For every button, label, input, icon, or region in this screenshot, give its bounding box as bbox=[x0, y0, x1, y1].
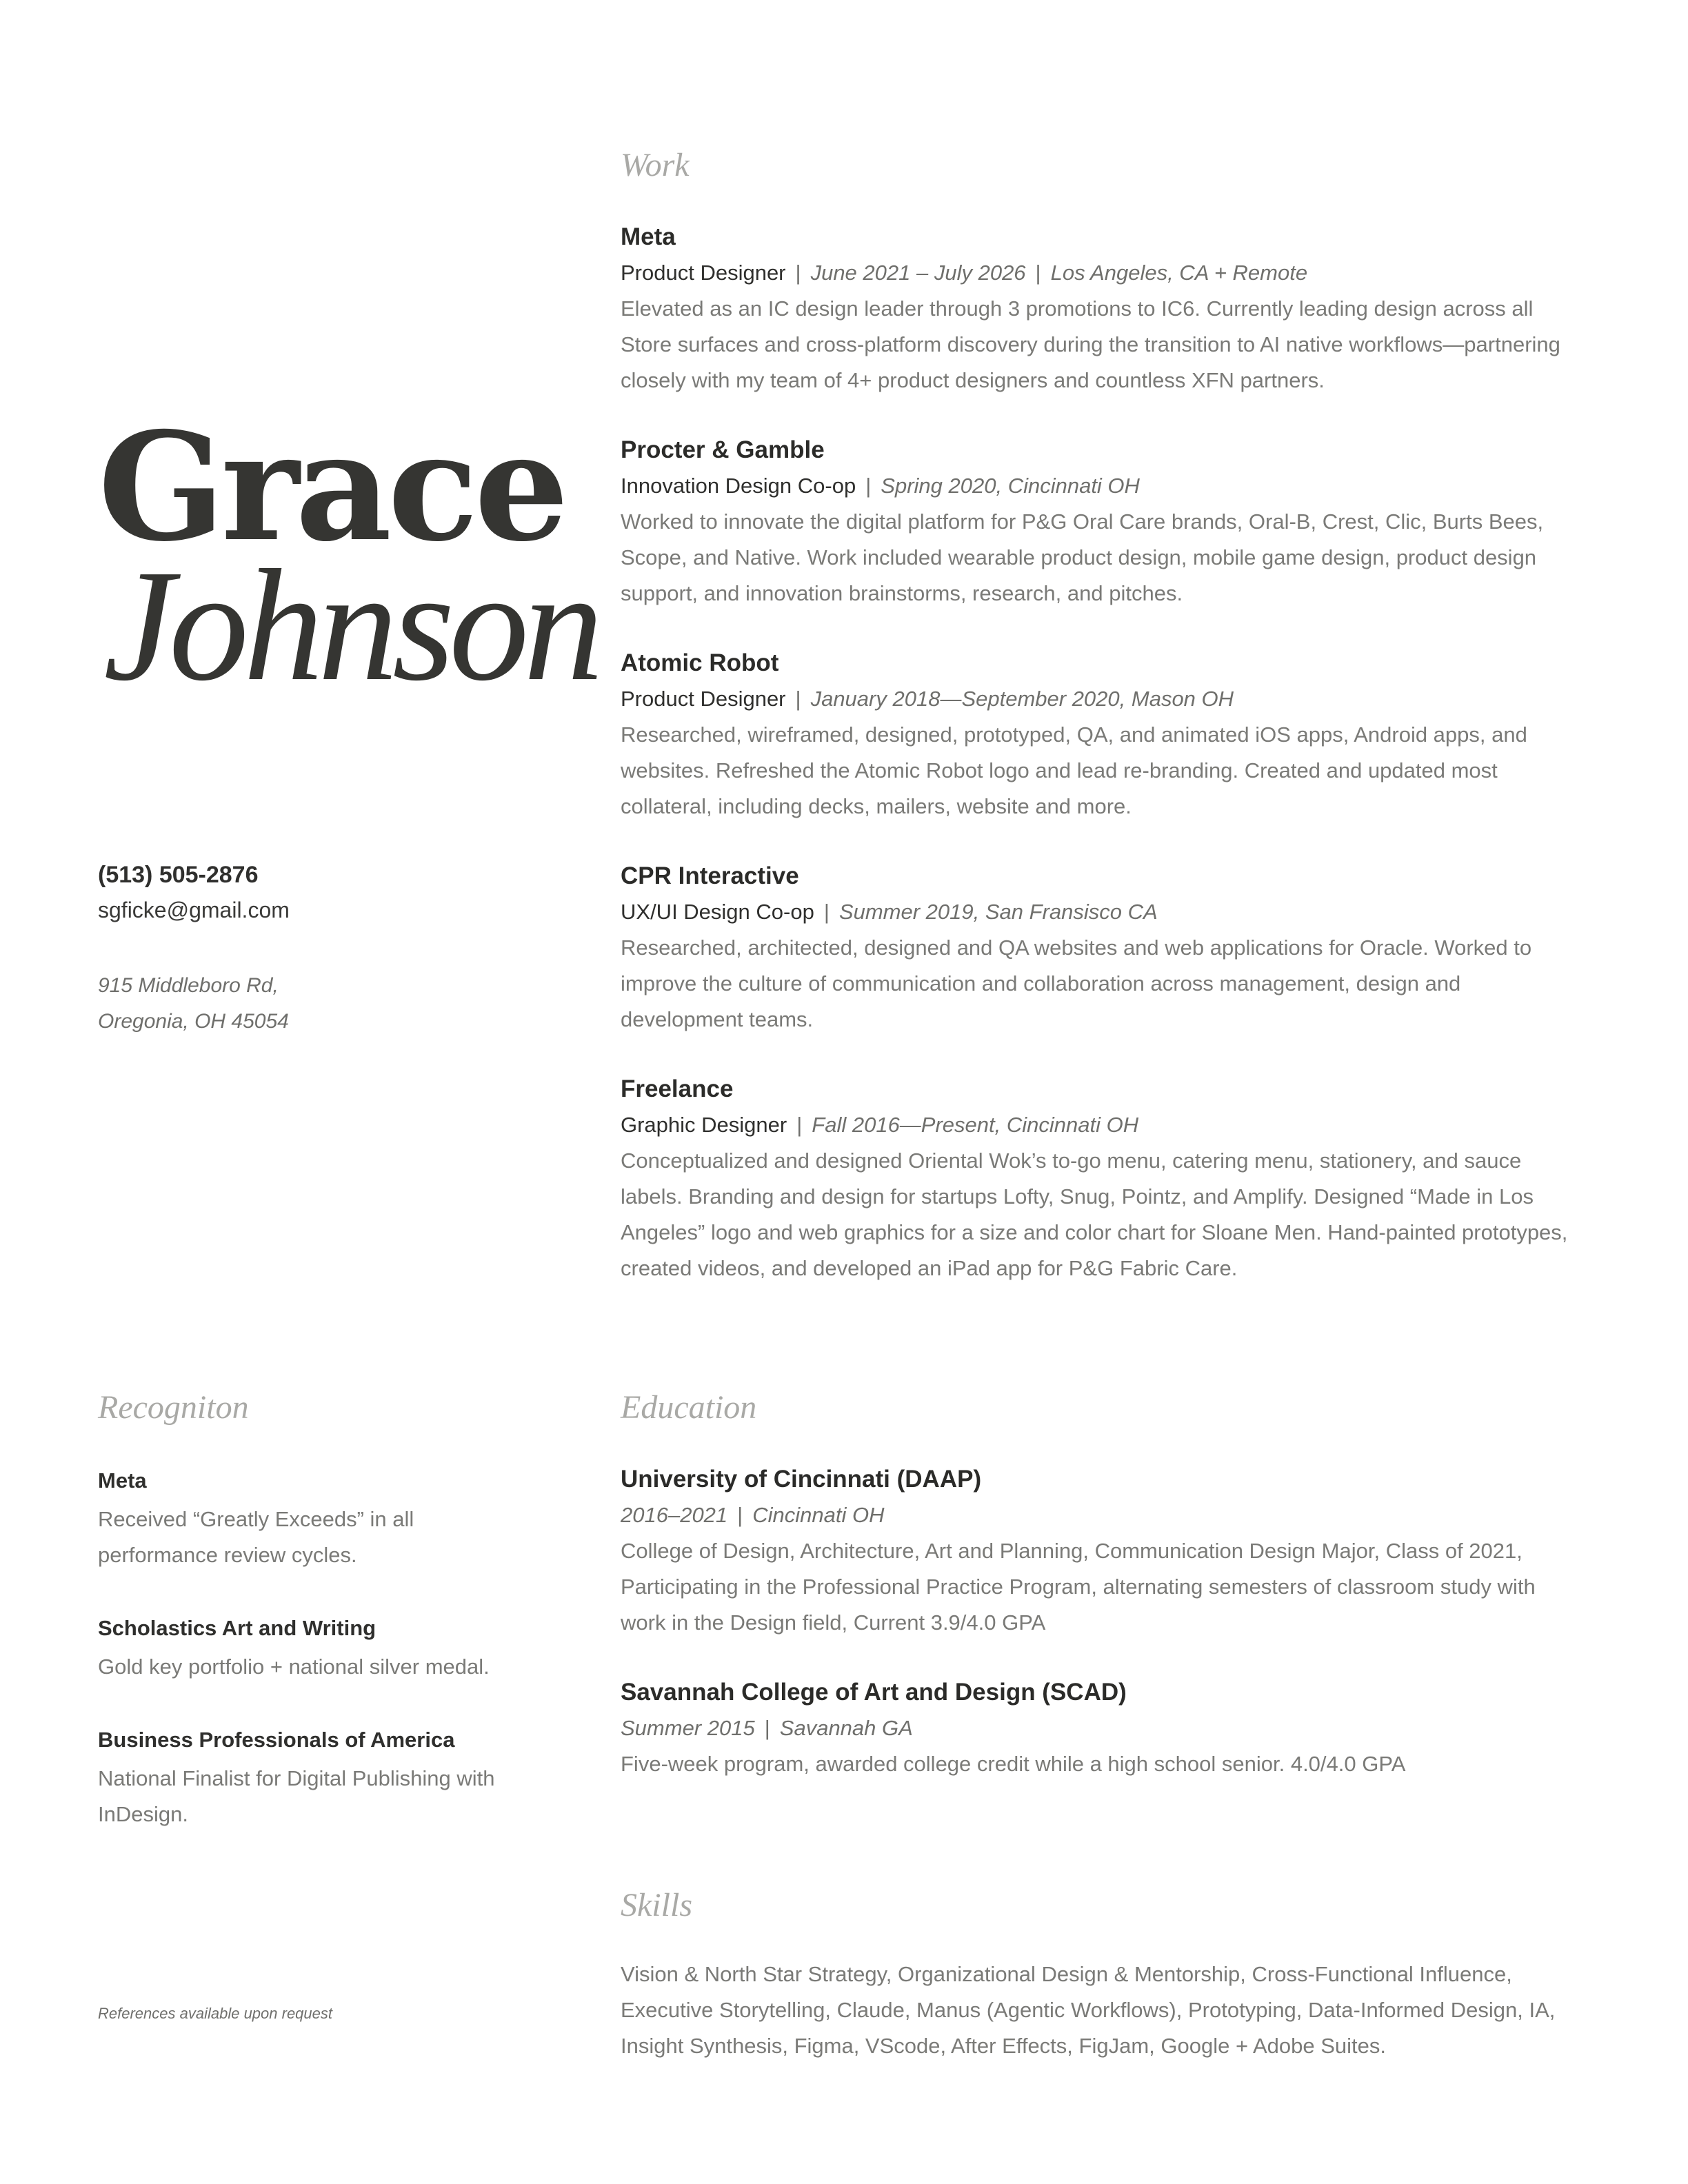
separator: | bbox=[737, 1503, 743, 1527]
education-description: College of Design, Architecture, Art and Planning, Communication Design Major, Class of 2021, Participating in the Professional Practice Program, alternating semesters of classroom study with work in the Design field, Current 3.9/4.0 GPA bbox=[621, 1539, 1536, 1635]
work-description: Elevated as an IC design leader through 3 promotions to IC6. Currently leading design across all Store surfaces and cross-platform discovery during the transition to AI native workflows—partnering closely with my team of 4+ product designers and countless XFN partners. bbox=[621, 296, 1560, 392]
work-role: Product Designer bbox=[621, 261, 786, 285]
separator: | bbox=[795, 687, 801, 711]
skills-list: Vision & North Star Strategy, Organizational Design & Mentorship, Cross-Functional Influence, Executive Storytelling, Claude, Manus (Agentic Workflows), Prototyping, Data-Informed Design, IA, Insight Synthesis, Figma, VScode, After Effects, FigJam, Google + Adobe Suites. bbox=[621, 1962, 1556, 2058]
section-title-recognition: Recogniton bbox=[98, 1389, 249, 1426]
work-role: Product Designer bbox=[621, 687, 786, 711]
work-location: Los Angeles, CA + Remote bbox=[1050, 261, 1308, 285]
references-note: References available upon request bbox=[98, 2005, 333, 2022]
separator: | bbox=[823, 900, 830, 924]
work-dates: June 2021 – July 2026 bbox=[810, 261, 1026, 285]
recognition-item bbox=[98, 1463, 539, 1573]
work-entry bbox=[621, 858, 1586, 1038]
separator: | bbox=[796, 1113, 803, 1137]
section-title-work: Work bbox=[621, 147, 690, 183]
contact-address bbox=[98, 968, 289, 1040]
section-title-skills: Skills bbox=[621, 1887, 692, 1923]
separator: | bbox=[1035, 261, 1041, 285]
work-role: Innovation Design Co-op bbox=[621, 474, 856, 498]
recognition-title: Scholastics Art and Writing bbox=[98, 1616, 376, 1640]
work-company: Atomic Robot bbox=[621, 649, 779, 676]
work-entry bbox=[621, 432, 1586, 611]
education-meta bbox=[621, 1497, 1586, 1533]
work-dates: Summer 2019, San Fransisco CA bbox=[838, 900, 1158, 924]
recognition-description: Gold key portfolio + national silver medal. bbox=[98, 1655, 490, 1679]
work-company: Meta bbox=[621, 223, 676, 250]
education-school: Savannah College of Art and Design (SCAD) bbox=[621, 1679, 1127, 1706]
contact-phone: (513) 505-2876 bbox=[98, 862, 259, 888]
education-entry bbox=[621, 1462, 1586, 1641]
section-title-education: Education bbox=[621, 1389, 757, 1426]
contact-email: sgficke@gmail.com bbox=[98, 898, 290, 922]
work-meta bbox=[621, 468, 1586, 504]
separator: | bbox=[795, 261, 801, 285]
work-description: Researched, wireframed, designed, prototyped, QA, and animated iOS apps, Android apps, and websites. Refreshed the Atomic Robot logo and lead re-branding. Created and updated most collateral, including decks, mailers, website and more. bbox=[621, 722, 1527, 818]
work-entry bbox=[621, 645, 1586, 825]
work-company: Procter & Gamble bbox=[621, 436, 825, 463]
work-role: UX/UI Design Co-op bbox=[621, 900, 814, 924]
work-meta bbox=[621, 1107, 1586, 1143]
work-dates: Fall 2016—Present, Cincinnati OH bbox=[812, 1113, 1139, 1137]
education-school: University of Cincinnati (DAAP) bbox=[621, 1466, 982, 1493]
recognition-item bbox=[98, 1722, 539, 1832]
education-entry bbox=[621, 1675, 1586, 1782]
address-line-1: 915 Middleboro Rd, bbox=[98, 974, 279, 997]
work-description: Researched, architected, designed and QA websites and web applications for Oracle. Worked to improve the culture of communication and collaboration across management, design and development teams. bbox=[621, 936, 1532, 1031]
work-meta bbox=[621, 255, 1586, 291]
work-entry bbox=[621, 1071, 1586, 1286]
work-company: CPR Interactive bbox=[621, 862, 799, 889]
work-description: Worked to innovate the digital platform for P&G Oral Care brands, Oral-B, Crest, Clic, Burts Bees, Scope, and Native. Work included wearable product design, mobile game design, product design support, and innovation brainstorms, research, and pitches. bbox=[621, 509, 1544, 605]
recognition-item bbox=[98, 1610, 539, 1685]
education-location: Savannah GA bbox=[779, 1716, 913, 1740]
name-first: Grace bbox=[98, 399, 565, 574]
education-years: 2016–2021 bbox=[621, 1503, 728, 1527]
work-dates: January 2018—September 2020, Mason OH bbox=[810, 687, 1234, 711]
address-line-2: Oregonia, OH 45054 bbox=[98, 1010, 289, 1033]
education-description: Five-week program, awarded college credit while a high school senior. 4.0/4.0 GPA bbox=[621, 1752, 1406, 1776]
education-years: Summer 2015 bbox=[621, 1716, 755, 1740]
separator: | bbox=[865, 474, 872, 498]
name-last: Johnson bbox=[103, 537, 599, 714]
recognition-description: Received “Greatly Exceeds” in all performance review cycles. bbox=[98, 1507, 414, 1567]
work-role: Graphic Designer bbox=[621, 1113, 787, 1137]
work-entry bbox=[621, 219, 1586, 398]
education-location: Cincinnati OH bbox=[752, 1503, 885, 1527]
recognition-description: National Finalist for Digital Publishing with InDesign. bbox=[98, 1766, 495, 1826]
work-meta bbox=[621, 894, 1586, 930]
education-meta bbox=[621, 1710, 1586, 1746]
work-company: Freelance bbox=[621, 1075, 734, 1102]
recognition-title: Meta bbox=[98, 1468, 147, 1493]
work-description: Conceptualized and designed Oriental Wok’s to-go menu, catering menu, stationery, and sauce labels. Branding and design for startups Lofty, Snug, Pointz, and Amplify. Designed “Made in Los Angeles” logo and web graphics for a size and color chart for Sloane Men. Hand-painted prototypes, created videos, and developed an iPad app for P&G Fabric Care. bbox=[621, 1149, 1568, 1280]
work-meta bbox=[621, 681, 1586, 717]
work-dates: Spring 2020, Cincinnati OH bbox=[881, 474, 1140, 498]
recognition-title: Business Professionals of America bbox=[98, 1728, 455, 1752]
separator: | bbox=[764, 1716, 770, 1740]
